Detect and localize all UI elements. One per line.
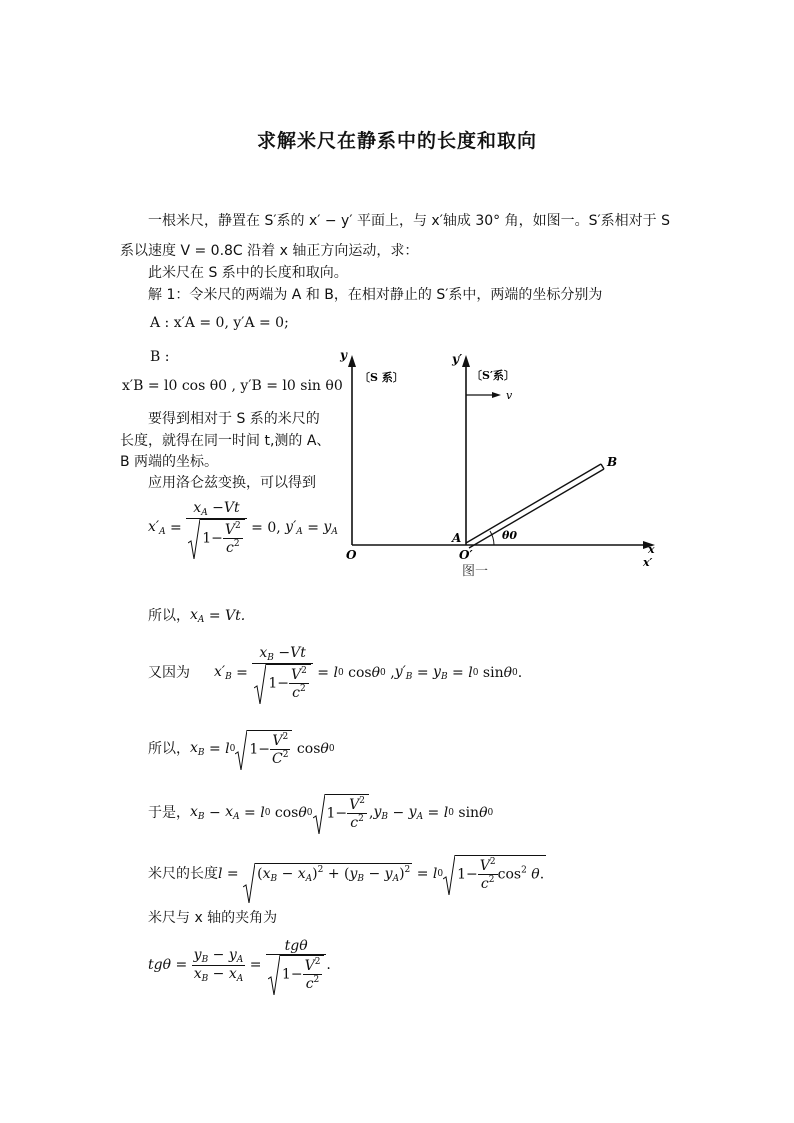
label-x: x xyxy=(648,543,655,556)
coord-b: x′B = l0 cos θ0 , y′B = l0 sin θ0 xyxy=(122,378,343,394)
label-s-prime-frame: 〔S′系〕 xyxy=(471,369,515,382)
intro-line-3: 此米尺在 S 系中的长度和取向。 xyxy=(148,265,348,281)
label-y: y xyxy=(340,348,347,362)
intro-line-2: 系以速度 V = 0.8C 沿着 x 轴正方向运动，求： xyxy=(120,243,419,259)
coord-b-label: B : xyxy=(150,349,170,365)
text-line-4: 应用洛仑兹变换，可以得到 xyxy=(148,475,316,491)
text-line-2: 长度，就得在同一时间 t,测的 A、 xyxy=(120,433,331,449)
figure-reference-frames xyxy=(335,345,675,580)
label-point-b: B xyxy=(607,455,618,469)
equation-angle: tgθ = $\frac{y_B - y_A}{x_B - x_A}$ = tgθ 1− $\frac{V^2}{c^2}$ . xyxy=(148,938,331,992)
equation-xa: 所以， $x_A$ = Vt. xyxy=(148,607,246,625)
label-again: 又因为 xyxy=(148,665,190,681)
page-title: 求解米尺在静系中的长度和取向 xyxy=(256,130,537,152)
label-y-prime: y′ xyxy=(452,352,463,366)
y-axis-s-prime-arrow xyxy=(462,355,470,367)
equation-lorentz-b: 又因为 $x'_B$ = $x_B -Vt$ 1− $\frac{V^2}{c^2}$ = l 0 cos θ 0 , $y'_B$ = $y_B$ = l 0 sin θ 0 . xyxy=(148,645,522,701)
label-thus: 于是， xyxy=(148,804,190,821)
intro-line-4: 解 1：令米尺的两端为 A 和 B，在相对静止的 S′系中，两端的坐标分别为 xyxy=(148,287,603,303)
label-length: 米尺的长度 xyxy=(148,865,218,882)
equation-length: 米尺的长度 l = $(x_B - x_A)^2 + (y_B - y_A)^2$ = l 0 1− $\frac{V^2}{c^2}$ $\cos^2 \theta$. xyxy=(148,855,546,892)
label-so: 所以， xyxy=(148,608,190,624)
label-x-prime: x′ xyxy=(643,556,653,569)
equation-differences: 于是， $x_B$ − $x_A$ = l 0 cos θ 0 1− $\frac{V^2}{c^2}$ , $y_B$ − $y_A$ = l 0 sin θ 0 xyxy=(148,794,493,831)
label-angle-intro: 米尺与 x 轴的夹角为 xyxy=(148,910,278,926)
meter-stick-edge-2 xyxy=(469,469,604,548)
figure-caption: 图一 xyxy=(462,564,489,579)
text-line-1: 要得到相对于 S 系的米尺的 xyxy=(148,411,320,427)
equation-lorentz-a: $x'_A$ = $x_A -Vt$ 1− $\frac{V^2}{c^2}$ = 0, $y'_A$ = $y_A$ xyxy=(148,500,338,556)
meter-stick-edge-1 xyxy=(466,464,601,543)
label-origin-o: O xyxy=(346,548,357,562)
text-line-3: B 两端的坐标。 xyxy=(120,454,219,470)
label-point-a: A xyxy=(452,531,462,545)
label-angle: θ0 xyxy=(502,529,517,542)
label-so-2: 所以， xyxy=(148,740,190,757)
label-s-frame: 〔S 系〕 xyxy=(359,371,404,384)
coord-a: A : x′A = 0, y′A = 0; xyxy=(150,315,289,331)
equation-xb: 所以， $x_B$ = l 0 1− $\frac{V^2}{C^2}$ cos θ 0 xyxy=(148,730,335,767)
y-axis-s-arrow xyxy=(348,355,356,367)
label-velocity: v xyxy=(506,389,513,402)
label-origin-o-prime: O′ xyxy=(459,548,473,562)
intro-line-1: 一根米尺，静置在 S′系的 x′ − y′ 平面上，与 x′轴成 30° 角，如图一。S′系相对于 S xyxy=(148,213,671,229)
